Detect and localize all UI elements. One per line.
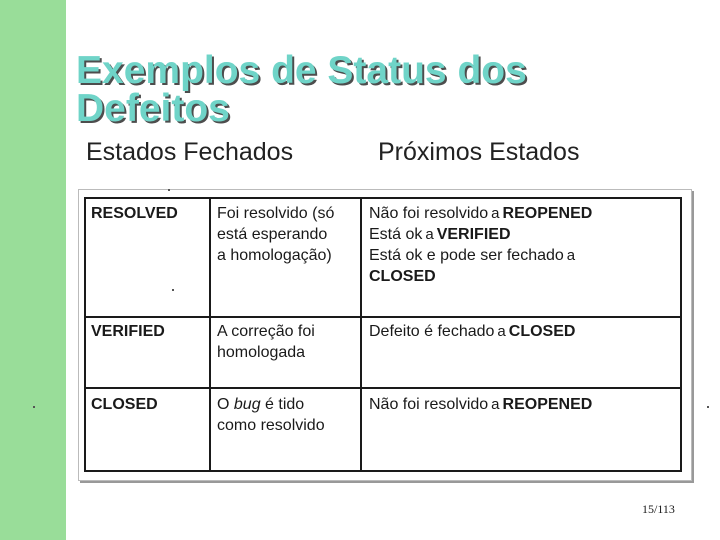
description-line: como resolvido (217, 417, 325, 434)
title-line-2: Defeitos (76, 87, 230, 130)
description-text: O (217, 396, 234, 413)
stray-dot (168, 189, 170, 191)
arrow-icon: a (491, 205, 500, 222)
target-state: REOPENED (502, 396, 593, 413)
arrow-icon: a (491, 396, 500, 413)
target-state: CLOSED (508, 323, 576, 340)
target-state: VERIFIED (436, 226, 511, 243)
description-line: Foi resolvido (só (217, 205, 335, 222)
transition-text: Não foi resolvido (369, 205, 489, 222)
page-number: 15/113 (642, 502, 675, 516)
transition-line (369, 224, 679, 245)
closed-states-header: Estados Fechados (86, 138, 294, 166)
table-cell-description (217, 321, 363, 363)
state-closed: CLOSED (91, 396, 158, 413)
description-line (217, 394, 363, 415)
arrow-icon: a (425, 226, 434, 243)
description-line: homologada (217, 344, 306, 361)
transition-text: Não foi resolvido (369, 396, 489, 413)
transition-text: Está ok (369, 226, 423, 243)
table-divider (209, 197, 211, 472)
table-cell-description (217, 203, 363, 266)
transition-line (369, 321, 679, 342)
stray-dot (707, 406, 709, 408)
description-line: A correção foi (217, 323, 315, 340)
transition-text: Está ok e pode ser fechado (369, 247, 564, 264)
description-text: é tido (260, 396, 305, 413)
state-resolved: RESOLVED (91, 205, 178, 222)
slide-title (76, 49, 527, 130)
arrow-icon: a (497, 323, 506, 340)
description-line: a homologação) (217, 247, 332, 264)
transition-line (369, 245, 679, 266)
stray-dot (172, 289, 174, 291)
target-state: REOPENED (502, 205, 593, 222)
stray-dot (33, 406, 35, 408)
next-states-header: Próximos Estados (378, 138, 580, 166)
transition-line (369, 394, 679, 415)
transition-text: Defeito é fechado (369, 323, 495, 340)
table-divider (84, 316, 682, 318)
table-cell-next-states (369, 321, 679, 342)
table-cell-description (217, 394, 363, 436)
title-line-1: Exemplos de Status dos (76, 49, 527, 92)
description-emphasis: bug (233, 396, 261, 413)
target-state: CLOSED (369, 268, 436, 285)
transition-line (369, 203, 679, 224)
table-divider (84, 387, 682, 389)
description-line: está esperando (217, 226, 328, 243)
table-cell-next-states (369, 203, 679, 287)
table-cell-next-states (369, 394, 679, 415)
green-sidebar (0, 0, 66, 540)
state-verified: VERIFIED (91, 323, 165, 340)
arrow-icon: a (566, 247, 576, 264)
